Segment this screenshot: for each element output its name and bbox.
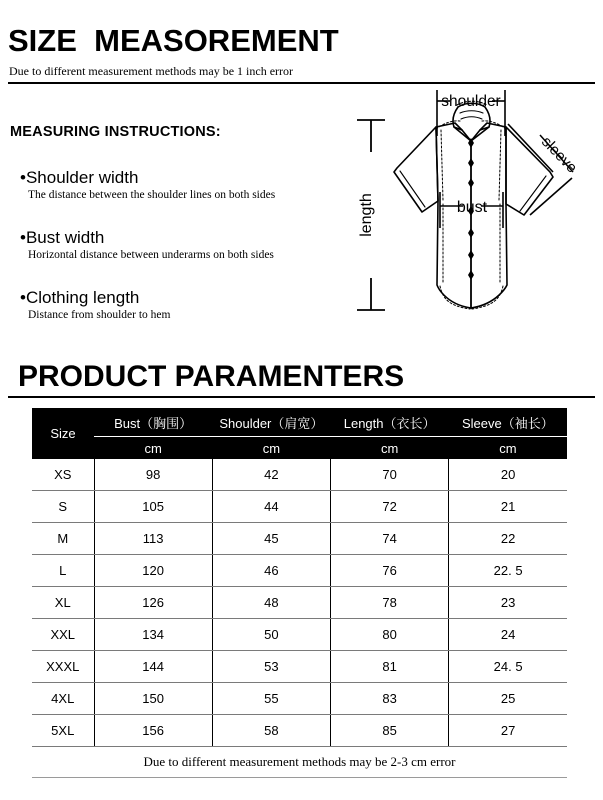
cell-bust: 150 xyxy=(94,683,212,715)
cell-size: 4XL xyxy=(32,683,94,715)
cell-bust: 98 xyxy=(94,459,212,491)
cell-bust: 134 xyxy=(94,619,212,651)
cell-shoulder: 53 xyxy=(212,651,330,683)
table-row xyxy=(32,619,567,651)
size-table xyxy=(32,408,567,778)
table-footer-note: Due to different measurement methods may be 2-3 cm error xyxy=(32,747,567,778)
instruction-term: •Bust width xyxy=(20,228,105,247)
cell-length: 74 xyxy=(331,523,449,555)
size-table-container xyxy=(32,408,567,778)
page-subtitle: Due to different measurement methods may be 1 inch error xyxy=(9,64,294,78)
column-header-bust: Bust（胸围） xyxy=(94,408,212,437)
cell-shoulder: 55 xyxy=(212,683,330,715)
column-unit-shoulder: cm xyxy=(262,440,281,456)
cell-sleeve: 24 xyxy=(449,619,567,651)
table-row xyxy=(32,491,567,523)
table-row xyxy=(32,555,567,587)
instruction-term: •Shoulder width xyxy=(20,168,139,187)
cell-sleeve: 20 xyxy=(449,459,567,491)
instruction-term: •Clothing length xyxy=(20,288,140,307)
column-header-sleeve: Sleeve（袖长） xyxy=(449,408,567,437)
diagram-label-shoulder: shoulder xyxy=(441,93,501,110)
cell-bust: 113 xyxy=(94,523,212,555)
cell-length: 83 xyxy=(331,683,449,715)
cell-size: M xyxy=(32,523,94,555)
column-unit-length: cm xyxy=(380,440,399,456)
instruction-clothing-length xyxy=(20,288,170,322)
table-row xyxy=(32,651,567,683)
table-footer-row xyxy=(32,747,567,778)
shirt-measurement-diagram xyxy=(340,80,603,342)
cell-size: XS xyxy=(32,459,94,491)
column-header-shoulder: Shoulder（肩宽） xyxy=(212,408,330,437)
cell-sleeve: 22 xyxy=(449,523,567,555)
cell-shoulder: 58 xyxy=(212,715,330,747)
cell-length: 80 xyxy=(331,619,449,651)
diagram-label-bust: bust xyxy=(456,199,488,216)
column-unit-bust: cm xyxy=(144,440,162,456)
table-row xyxy=(32,587,567,619)
table-body xyxy=(32,459,567,778)
table-row xyxy=(32,715,567,747)
diagram-label-length: length xyxy=(358,193,375,237)
cell-size: 5XL xyxy=(32,715,94,747)
cell-sleeve: 25 xyxy=(449,683,567,715)
cell-size: XL xyxy=(32,587,94,619)
instruction-shoulder-width xyxy=(20,168,275,202)
table-row xyxy=(32,683,567,715)
cell-size: XXL xyxy=(32,619,94,651)
cell-length: 85 xyxy=(331,715,449,747)
cell-bust: 144 xyxy=(94,651,212,683)
cell-size: S xyxy=(32,491,94,523)
column-header-size: Size xyxy=(32,408,94,459)
divider-middle xyxy=(8,396,595,398)
cell-bust: 156 xyxy=(94,715,212,747)
cell-sleeve: 23 xyxy=(449,587,567,619)
cell-shoulder: 50 xyxy=(212,619,330,651)
cell-length: 70 xyxy=(331,459,449,491)
cell-sleeve: 21 xyxy=(449,491,567,523)
cell-sleeve: 22. 5 xyxy=(449,555,567,587)
product-parameters-title: PRODUCT PARAMENTERS xyxy=(18,360,405,393)
cell-shoulder: 42 xyxy=(212,459,330,491)
cell-size: L xyxy=(32,555,94,587)
cell-bust: 126 xyxy=(94,587,212,619)
column-header-length: Length（衣长） xyxy=(331,408,449,437)
cell-sleeve: 24. 5 xyxy=(449,651,567,683)
table-header xyxy=(32,408,567,459)
cell-length: 78 xyxy=(331,587,449,619)
cell-shoulder: 48 xyxy=(212,587,330,619)
cell-size: XXXL xyxy=(32,651,94,683)
cell-sleeve: 27 xyxy=(449,715,567,747)
diagram-label-sleeve: sleeve xyxy=(538,133,581,177)
cell-shoulder: 44 xyxy=(212,491,330,523)
cell-length: 72 xyxy=(331,491,449,523)
table-row xyxy=(32,523,567,555)
cell-shoulder: 45 xyxy=(212,523,330,555)
page-title: SIZE MEASOREMENT xyxy=(8,23,339,58)
cell-bust: 120 xyxy=(94,555,212,587)
instruction-bust-width xyxy=(20,228,274,262)
table-row xyxy=(32,459,567,491)
instruction-description: Horizontal distance between underarms on both sides xyxy=(28,249,274,261)
instruction-description: The distance between the shoulder lines on both sides xyxy=(28,189,276,201)
cell-length: 76 xyxy=(331,555,449,587)
column-unit-sleeve: cm xyxy=(499,440,517,456)
measuring-instructions-heading: MEASURING INSTRUCTIONS: xyxy=(10,124,221,140)
cell-shoulder: 46 xyxy=(212,555,330,587)
cell-length: 81 xyxy=(331,651,449,683)
instruction-description: Distance from shoulder to hem xyxy=(28,309,171,321)
cell-bust: 105 xyxy=(94,491,212,523)
